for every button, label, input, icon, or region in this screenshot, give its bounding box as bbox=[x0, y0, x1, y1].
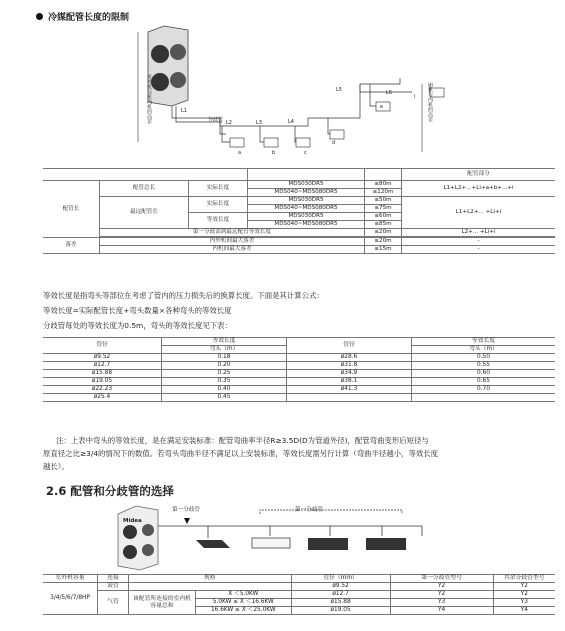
indoor-unit-icons bbox=[230, 88, 444, 147]
table-row bbox=[43, 394, 555, 402]
other-branch-model-cell: Y2 bbox=[493, 591, 555, 599]
pipe-l3-label: L3 bbox=[256, 120, 262, 126]
value-cell: ≤75m bbox=[365, 205, 402, 213]
equivalent-length-cell: 0.70 bbox=[412, 386, 556, 394]
pipe-diameter-cell: ø12.7 bbox=[291, 591, 390, 599]
equivalent-length-label: 等效长度 bbox=[189, 213, 248, 229]
equivalent-length-cell: 0.18 bbox=[162, 354, 287, 362]
paragraph-3: 分歧管每处的等效长度为0.5m，弯头的等效长度见下表： bbox=[43, 321, 232, 330]
equiv-subheader: 弯头（m） bbox=[162, 346, 287, 354]
capacity-range-cell: X ＜5.0KW bbox=[196, 591, 292, 599]
table-row bbox=[43, 370, 555, 378]
model-cell: MDS030DR5 bbox=[248, 197, 365, 205]
equivalent-length-cell: 0.20 bbox=[162, 362, 287, 370]
pipe-l1-label: L1 bbox=[181, 108, 187, 114]
heading-2-6: 2.6 配管和分歧管的选择 bbox=[46, 484, 174, 498]
table-row bbox=[43, 354, 555, 362]
first-branch-model-cell: Y2 bbox=[390, 583, 493, 591]
pipe-diameter-cell: ø31.8 bbox=[287, 362, 412, 370]
column-header: 连接 bbox=[98, 575, 129, 583]
elbow-equivalent-table bbox=[43, 337, 555, 402]
pipe-length-diagram bbox=[130, 22, 450, 165]
note-line-1: 注：上表中弯头的等效长度，是在满足安装标准：配管弯曲率半径R≥3.5D(D为管道外径)，配管弯曲变形后短径与 bbox=[56, 436, 429, 445]
brand-logo: Midea bbox=[123, 518, 142, 524]
model-cell: MDS030DR5 bbox=[248, 181, 365, 189]
value-cell: ≤20m bbox=[365, 238, 402, 246]
group-pipe-length: 配管长 bbox=[43, 181, 100, 238]
equivalent-length-cell: 0.50 bbox=[412, 354, 556, 362]
value-cell: ≤85m bbox=[365, 221, 402, 229]
bullet-icon bbox=[36, 13, 43, 20]
total-length-label: 配管总长 bbox=[100, 181, 189, 197]
column-header: 规格 bbox=[129, 575, 292, 583]
section-title bbox=[36, 10, 129, 23]
pipe-part-header: 配管部分 bbox=[402, 169, 556, 181]
pipe-diameter-cell: ø15.88 bbox=[43, 370, 162, 378]
pipe-diameter-cell: ø19.05 bbox=[291, 607, 390, 615]
table-row bbox=[43, 386, 555, 394]
gas-pipe-cell: 气管 bbox=[98, 591, 129, 615]
equivalent-length-cell: 0.25 bbox=[162, 370, 287, 378]
pipe-diameter-cell: ø38.1 bbox=[287, 378, 412, 386]
value-cell: ≤20m bbox=[365, 229, 402, 237]
formula-cell: L2+... +Li+i bbox=[402, 229, 556, 237]
pipe-diameter-cell: ø19.05 bbox=[43, 378, 162, 386]
unit-d-label: d bbox=[332, 140, 336, 146]
capacity-range-cell: 5.0KW ≤ X ＜16.6KW bbox=[196, 599, 292, 607]
table-row bbox=[43, 583, 555, 591]
model-cell: MDS040~MDS080DR5 bbox=[248, 205, 365, 213]
value-cell: ≤15m bbox=[365, 246, 402, 254]
actual-length-label: 实际长度 bbox=[189, 197, 248, 213]
spec-cell bbox=[129, 583, 292, 591]
paragraph-2: 等效长度=实际配管长度+弯头数量×各种弯头的等效长度 bbox=[43, 306, 232, 315]
branch-pipe-diagram bbox=[112, 500, 442, 572]
group-drop: 落差 bbox=[43, 238, 100, 254]
pipe-header: 管径 bbox=[43, 338, 162, 354]
value-cell: ≤50m bbox=[365, 197, 402, 205]
pipe-l4-label: L4 bbox=[288, 119, 294, 125]
drop-label: 内外机间最大落差 bbox=[100, 238, 365, 246]
gas-spec-cell: 该配管所连接的室内机容量总和 bbox=[129, 591, 196, 615]
height-diff-outdoor-label: 室外机与室内机的高差 bbox=[146, 74, 152, 124]
first-branch-model-cell: Y3 bbox=[390, 599, 493, 607]
formula-cell: - bbox=[402, 246, 556, 254]
equiv-subheader: 弯头（m） bbox=[412, 346, 556, 354]
other-branch-model-cell: Y2 bbox=[493, 583, 555, 591]
pipe-diameter-cell: ø9.52 bbox=[291, 583, 390, 591]
pipe-diameter-cell: ø15.88 bbox=[291, 599, 390, 607]
equivalent-length-cell bbox=[412, 394, 556, 402]
unit-e-label: e bbox=[380, 104, 384, 110]
other-branch-model-cell: Y4 bbox=[493, 607, 555, 615]
pipe-header: 管径 bbox=[287, 338, 412, 354]
section-title-text: 冷媒配管长度的限制 bbox=[48, 13, 130, 23]
table-header-row bbox=[43, 575, 555, 583]
first-branch-model-cell: Y2 bbox=[390, 591, 493, 599]
column-header: 室外机容量 bbox=[43, 575, 98, 583]
height-diff-indoor-label: 内机与内机的高差 bbox=[427, 82, 433, 122]
outdoor-unit-icon bbox=[118, 506, 158, 570]
equiv-header: 等效长度 bbox=[162, 338, 287, 346]
outdoor-unit-icon bbox=[148, 26, 188, 106]
first-branch-model-cell: Y4 bbox=[390, 607, 493, 615]
pipe-l5-label: L5 bbox=[336, 87, 342, 93]
note-line-3: 越长）。 bbox=[43, 462, 69, 471]
pipe-diameter-cell: ø9.52 bbox=[43, 354, 162, 362]
pipe-diameter-cell: ø25.4 bbox=[43, 394, 162, 402]
model-cell: MDS040~MDS080DR5 bbox=[248, 189, 365, 197]
first-branch-tag-1: 第一分歧管 bbox=[172, 507, 200, 513]
first-branch-label: 第一分歧部到最远配管等效长度 bbox=[100, 229, 365, 237]
indoor-unit-icons bbox=[196, 538, 406, 550]
equivalent-length-cell: 0.40 bbox=[162, 386, 287, 394]
value-cell: ≤120m bbox=[365, 189, 402, 197]
drop-label: 内机间最大落差 bbox=[100, 246, 365, 254]
equivalent-length-cell: 0.60 bbox=[412, 370, 556, 378]
actual-length-label: 实际长度 bbox=[189, 181, 248, 197]
column-header: 管径（mm） bbox=[291, 575, 390, 583]
table-row bbox=[43, 591, 555, 599]
table-row bbox=[43, 362, 555, 370]
model-cell: MDS040~MDS080DR5 bbox=[248, 221, 365, 229]
branch-pipe-selection-table bbox=[43, 574, 555, 615]
capacity-cell: 3/4/5/6/7/8HP bbox=[43, 583, 98, 615]
pipe-diameter-cell: ø22.23 bbox=[43, 386, 162, 394]
value-cell: ≤80m bbox=[365, 181, 402, 189]
formula-cell: - bbox=[402, 238, 556, 246]
liquid-pipe-cell: 液管 bbox=[98, 583, 129, 591]
equivalent-length-cell: 0.65 bbox=[412, 378, 556, 386]
unit-b-label: b bbox=[272, 150, 276, 156]
equivalent-length-cell: 0.55 bbox=[412, 362, 556, 370]
formula-cell: L1+L2+... +Li+i bbox=[402, 197, 556, 229]
pipe-diameter-cell: ø34.9 bbox=[287, 370, 412, 378]
equivalent-length-cell: 0.35 bbox=[162, 378, 287, 386]
first-branch-tag-2: 第一分歧管 bbox=[295, 507, 323, 513]
paragraph-1: 等效长度是指弯头等部位在考虑了管内的压力损失后的换算长度。下面是其计算公式： bbox=[43, 291, 324, 300]
other-branch-model-cell: Y3 bbox=[493, 599, 555, 607]
capacity-range-cell: 16.6KW ≤ X ＜25.0KW bbox=[196, 607, 292, 615]
unit-a-label: a bbox=[238, 150, 242, 156]
formula-cell: L1+L2+...+Li+a+b+...+i bbox=[402, 181, 556, 197]
column-header: 其余分歧管型号 bbox=[493, 575, 555, 583]
elbow-table-body bbox=[43, 354, 555, 402]
branch-pipe-label: 分歧管 bbox=[208, 117, 224, 123]
pipe-length-table bbox=[43, 168, 555, 254]
table-row bbox=[43, 378, 555, 386]
equiv-header: 等效长度 bbox=[412, 338, 556, 346]
pipe-lines bbox=[172, 78, 436, 142]
pipe-l2-label: L2 bbox=[226, 120, 232, 126]
value-cell: ≤60m bbox=[365, 213, 402, 221]
farthest-length-label: 最远配管长 bbox=[100, 197, 189, 229]
note-line-2: 原直径之比≥3/4的情况下的数值。若弯头弯曲半径不满足以上安装标准，等效长度需另行计算（弯曲半径越小，等效长度 bbox=[43, 449, 439, 458]
model-cell: MDS030DR5 bbox=[248, 213, 365, 221]
unit-c-label: c bbox=[304, 150, 307, 156]
equivalent-length-cell: 0.45 bbox=[162, 394, 287, 402]
pipe-l6-label: L6 bbox=[386, 90, 392, 96]
column-header: 第一分歧管型号 bbox=[390, 575, 493, 583]
pipe-diameter-cell: ø28.6 bbox=[287, 354, 412, 362]
pipe-diameter-cell bbox=[287, 394, 412, 402]
arrow-down-icon bbox=[184, 518, 190, 524]
pipe-diameter-cell: ø41.3 bbox=[287, 386, 412, 394]
unit-i-label: i bbox=[414, 94, 416, 100]
pipe-diameter-cell: ø12.7 bbox=[43, 362, 162, 370]
